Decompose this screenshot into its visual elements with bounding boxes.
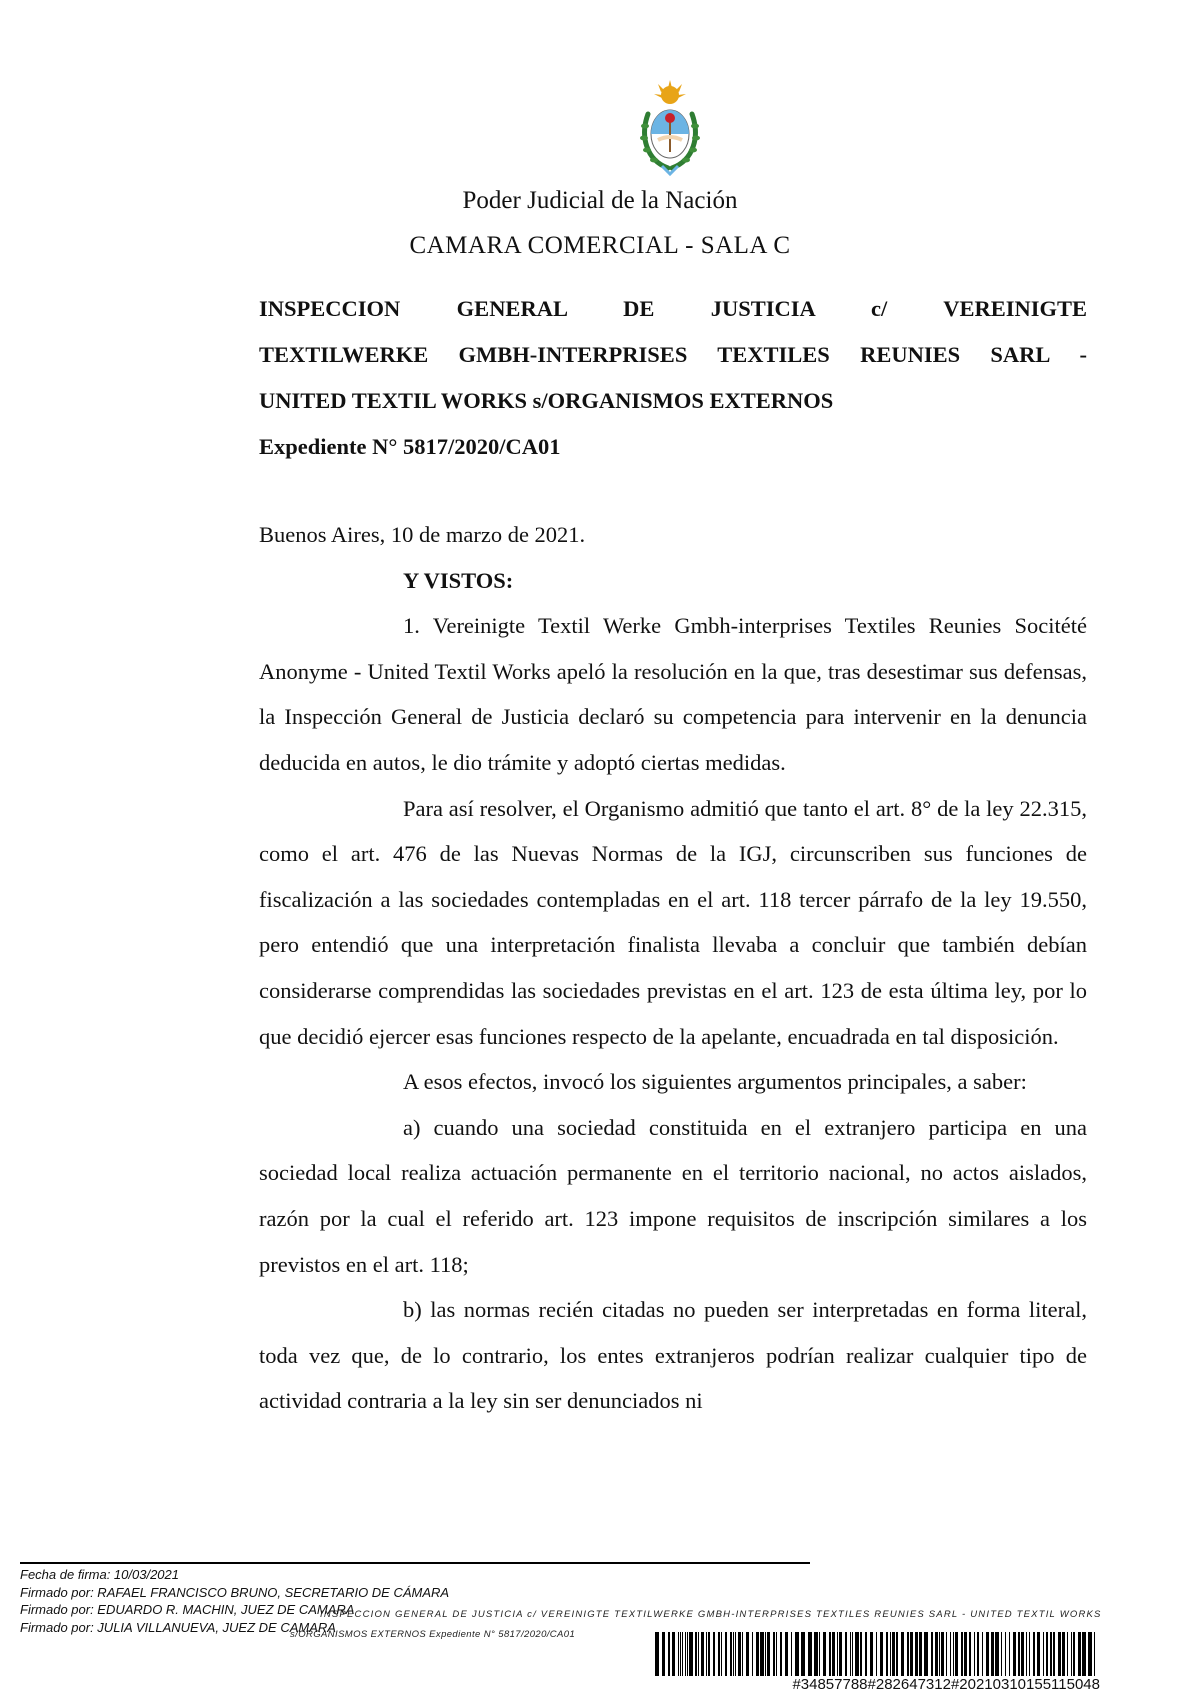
barcode-bar xyxy=(1094,1632,1095,1676)
signature-line: Firmado por: RAFAEL FRANCISCO BRUNO, SECRETARIO DE CÁMARA xyxy=(20,1584,450,1600)
barcode-bar xyxy=(1001,1632,1002,1676)
resolution-body xyxy=(259,512,1087,1424)
barcode-bar xyxy=(939,1632,940,1676)
barcode-bar xyxy=(901,1632,904,1676)
barcode-bar xyxy=(760,1632,764,1676)
barcode-bar xyxy=(1021,1632,1024,1676)
barcode-bar xyxy=(735,1632,736,1676)
barcode-bar xyxy=(701,1632,704,1676)
court-chamber: CAMARA COMERCIAL - SALA C xyxy=(409,232,791,259)
barcode-bar xyxy=(910,1632,913,1676)
barcode-bar xyxy=(662,1632,665,1676)
barcode-bar xyxy=(845,1632,847,1676)
barcode-bar xyxy=(1067,1632,1068,1676)
barcode-bar xyxy=(890,1632,891,1676)
document-barcode xyxy=(655,1632,1095,1676)
barcode-bar xyxy=(823,1632,826,1676)
barcode-bar xyxy=(1037,1632,1040,1676)
barcode-bar xyxy=(695,1632,697,1676)
barcode-bar xyxy=(855,1632,859,1676)
barcode-bar xyxy=(1046,1632,1048,1676)
barcode-bar xyxy=(780,1632,782,1676)
barcode-bar xyxy=(756,1632,759,1676)
barcode-bar xyxy=(964,1632,967,1676)
barcode-bar xyxy=(832,1632,835,1676)
case-number: Expediente N° 5817/2020/CA01 xyxy=(259,434,561,459)
signature-date: Fecha de firma: 10/03/2021 xyxy=(20,1567,179,1582)
barcode-bar xyxy=(935,1632,938,1676)
barcode-bar xyxy=(974,1632,975,1676)
barcode-bar xyxy=(1043,1632,1044,1676)
caption-line-3: UNITED TEXTIL WORKS s/ORGANISMOS EXTERNOS xyxy=(259,388,834,413)
barcode-bar xyxy=(682,1632,683,1676)
barcode-bar xyxy=(765,1632,766,1676)
barcode-bar xyxy=(1071,1632,1072,1676)
barcode-bar xyxy=(718,1632,720,1676)
barcode-bar xyxy=(870,1632,873,1676)
barcode-bar xyxy=(991,1632,994,1676)
barcode-bar xyxy=(814,1632,818,1676)
barcode-bar xyxy=(1018,1632,1020,1676)
footer-reference-line-2: s/ORGANISMOS EXTERNOS Expediente N° 5817/2020/CA01 xyxy=(290,1629,576,1640)
barcode-bar xyxy=(767,1632,770,1676)
body-paragraph: Para así resolver, el Organismo admitió que tanto el art. 8° de la ley 22.315, como el art. 476 de las Nuevas Normas de la IGJ, circunscriben sus funciones de fiscalización a las sociedades contempladas en el art. 118 tercer párrafo de la ley 19.550, pero entendió que una interpretación finalista llevaba a concluir que también debían considerarse comprendidas las sociedades previstas en el art. 123 de esta última ley, por lo que decidió ejercer esas funciones respecto de la apelante, encuadrada en tal disposición. xyxy=(259,795,1087,1049)
barcode-bar xyxy=(1009,1632,1010,1676)
barcode-bar xyxy=(829,1632,831,1676)
barcode-bar xyxy=(801,1632,805,1676)
body-paragraph: 1. Vereinigte Textil Werke Gmbh-interprises Textiles Reunies Socitété Anonyme - United Textil Works apeló la resolución en la que, tras desestimar sus defensas, la Inspección General de Justicia declaró su competencia para intervenir en la denuncia deducida en autos, le dio trámite y adoptó ciertas medidas. xyxy=(259,613,1087,775)
barcode-bar xyxy=(837,1632,838,1676)
barcode-bar xyxy=(876,1632,877,1676)
barcode-bar xyxy=(685,1632,686,1676)
barcode-bar xyxy=(795,1632,799,1676)
barcode-bar xyxy=(808,1632,812,1676)
barcode-bar xyxy=(946,1632,947,1676)
barcode-bar xyxy=(1058,1632,1061,1676)
barcode-bar xyxy=(1050,1632,1052,1676)
barcode-bar xyxy=(924,1632,928,1676)
barcode-bar xyxy=(680,1632,681,1676)
barcode-bar xyxy=(955,1632,958,1676)
barcode-bar xyxy=(687,1632,688,1676)
barcode-bar xyxy=(941,1632,944,1676)
barcode-bar xyxy=(907,1632,909,1676)
caption-line-1: INSPECCION GENERAL DE JUSTICIA c/ VEREINIGTE xyxy=(259,296,1087,321)
barcode-bar xyxy=(986,1632,989,1676)
barcode-bar xyxy=(721,1632,722,1676)
barcode-bar xyxy=(1033,1632,1035,1676)
barcode-bar xyxy=(1029,1632,1030,1676)
barcode-bar xyxy=(995,1632,999,1676)
signature-line: Firmado por: EDUARDO R. MACHIN, JUEZ DE CAMARA xyxy=(20,1602,355,1617)
section-heading: Y VISTOS: xyxy=(403,567,514,593)
barcode-bar xyxy=(982,1632,983,1676)
barcode-bar xyxy=(698,1632,699,1676)
barcode-bar xyxy=(896,1632,898,1676)
barcode-bar xyxy=(819,1632,820,1676)
barcode-bar xyxy=(977,1632,979,1676)
barcode-bar xyxy=(706,1632,707,1676)
barcode-bar xyxy=(1005,1632,1006,1676)
barcode-bar xyxy=(865,1632,867,1676)
caption-line-2: TEXTILWERKE GMBH-INTERPRISES TEXTILES REUNIES SARL - xyxy=(259,342,1087,367)
barcode-bar xyxy=(742,1632,743,1676)
barcode-bar xyxy=(752,1632,753,1676)
barcode-bar xyxy=(1073,1632,1075,1676)
barcode-bar xyxy=(1026,1632,1027,1676)
coat-of-arms-emblem xyxy=(634,78,706,178)
barcode-bar xyxy=(919,1632,922,1676)
court-name: Poder Judicial de la Nación xyxy=(462,187,738,214)
barcode-bar xyxy=(791,1632,792,1676)
barcode-bar xyxy=(746,1632,749,1676)
case-caption xyxy=(259,286,1087,470)
barcode-bar xyxy=(950,1632,951,1676)
barcode-bar xyxy=(839,1632,842,1676)
document-date: Buenos Aires, 10 de marzo de 2021. xyxy=(259,522,586,547)
body-paragraph: b) las normas recién citadas no pueden ser interpretadas en forma literal, toda vez que, de lo contrario, los entes extranjeros podrían realizar cualquier tipo de actividad contraria a la ley sin ser denunciados ni xyxy=(259,1297,1087,1414)
barcode-bar xyxy=(1062,1632,1065,1676)
body-paragraph: A esos efectos, invocó los siguientes argumentos principales, a saber: xyxy=(403,1069,1027,1095)
barcode-bar xyxy=(1078,1632,1081,1676)
footer-divider xyxy=(20,1562,810,1564)
barcode-bar xyxy=(1088,1632,1092,1676)
barcode-bar xyxy=(880,1632,883,1676)
barcode-bar xyxy=(892,1632,895,1676)
barcode-bar xyxy=(713,1632,715,1676)
barcode-bar xyxy=(672,1632,675,1676)
barcode-bar xyxy=(678,1632,679,1676)
footer-reference-line-1: INSPECCION GENERAL DE JUSTICIA c/ VEREINIGTE TEXTILWERKE GMBH-INTERPRISES TEXTILES REUNIES SARL - UNITED TEXTIL WORKS xyxy=(320,1609,1102,1620)
barcode-bar xyxy=(773,1632,775,1676)
barcode-bar xyxy=(708,1632,710,1676)
barcode-bar xyxy=(860,1632,862,1676)
barcode-bar xyxy=(785,1632,788,1676)
barcode-bar xyxy=(738,1632,741,1676)
body-paragraph: a) cuando una sociedad constituida en el extranjero participa en una sociedad local realiza actuación permanente en el territorio nacional, no actos aislados, razón por la cual el referido art. 123 impone requisitos de inscripción similares a los previstos en el art. 118; xyxy=(259,1114,1087,1277)
barcode-bar xyxy=(733,1632,734,1676)
signature-line: Firmado por: JULIA VILLANUEVA, JUEZ DE CAMARA xyxy=(20,1619,336,1635)
barcode-bar xyxy=(776,1632,777,1676)
barcode-bar xyxy=(850,1632,851,1676)
barcode-bar xyxy=(915,1632,918,1676)
barcode-bar xyxy=(725,1632,727,1676)
barcode-bar xyxy=(931,1632,933,1676)
barcode-bar xyxy=(1053,1632,1055,1676)
barcode-bar xyxy=(1013,1632,1016,1676)
barcode-bar xyxy=(961,1632,963,1676)
barcode-number: #34857788#282647312#20210310155115048 xyxy=(792,1676,1100,1693)
barcode-bar xyxy=(655,1632,659,1676)
barcode-bar xyxy=(969,1632,971,1676)
barcode-bar xyxy=(689,1632,693,1676)
barcode-bar xyxy=(668,1632,670,1676)
barcode-bar xyxy=(730,1632,732,1676)
barcode-bar xyxy=(852,1632,853,1676)
barcode-bar xyxy=(953,1632,954,1676)
barcode-bar xyxy=(886,1632,888,1676)
barcode-bar xyxy=(1082,1632,1086,1676)
